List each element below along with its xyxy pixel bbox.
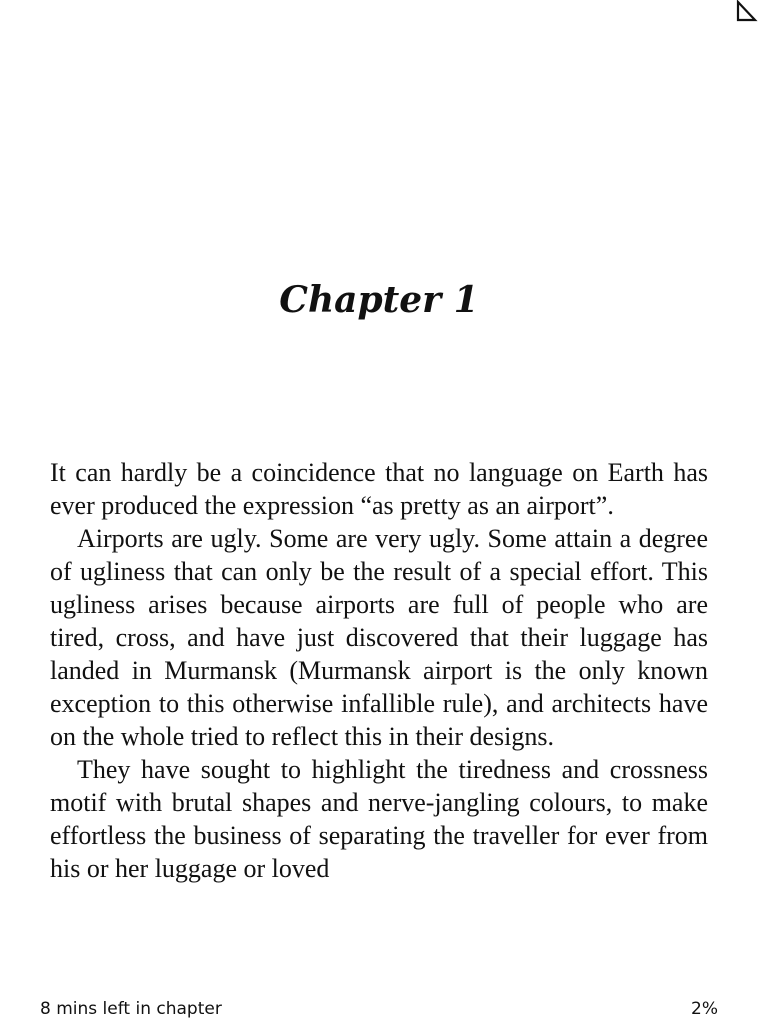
- chapter-title: Chapter 1: [279, 279, 479, 321]
- time-left-in-chapter[interactable]: 8 mins left in chapter: [40, 999, 222, 1019]
- reading-text[interactable]: [50, 456, 708, 986]
- progress-percent[interactable]: 2%: [691, 999, 718, 1019]
- paragraph-1: It can hardly be a coincidence that no language on Earth has ever produced the expression “as pretty as an airport”.: [50, 458, 708, 520]
- reading-progress-footer[interactable]: [40, 997, 718, 1021]
- bookmark-corner-icon-svg: [734, 0, 758, 24]
- paragraph-3: They have sought to highlight the tiredness and crossness motif with brutal shapes and nerve-jangling colours, to make effortless the business of separating the traveller for ever from his or her luggage or loved: [50, 755, 708, 883]
- paragraph-2: Airports are ugly. Some are very ugly. Some attain a degree of ugliness that can only be the result of a special effort. This ugliness arises because airports are full of people who are tired, cross, and have just discovered that their luggage has landed in Murmansk (Murmansk airport is the only known exception to this otherwise infallible rule), and architects have on the whole tried to reflect this in their designs.: [50, 524, 708, 751]
- bookmark-corner-icon[interactable]: [734, 0, 758, 24]
